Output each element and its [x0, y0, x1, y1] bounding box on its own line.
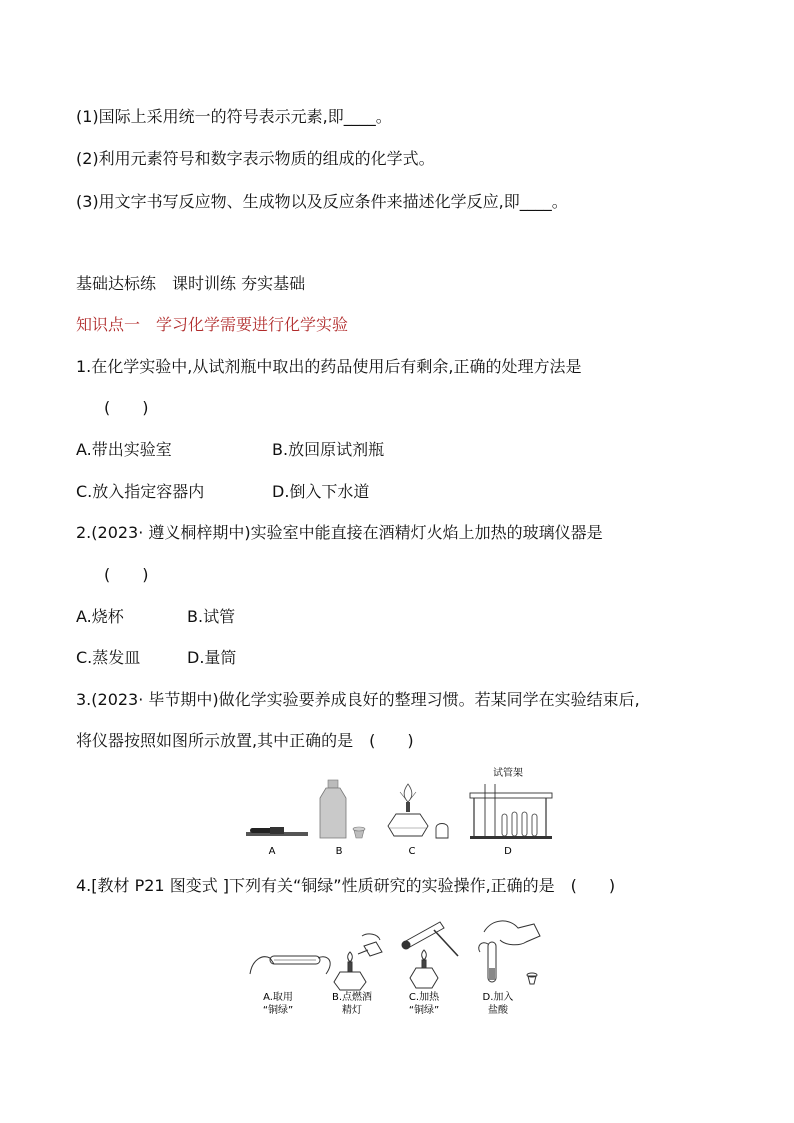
q4-caption-b-line2: 精灯: [342, 1005, 362, 1016]
q2-option-d: D.量筒: [187, 648, 237, 667]
q2-answer-paren: ( ): [104, 565, 149, 584]
q2-option-a: A.烧杯: [76, 607, 124, 626]
q1-option-c: C.放入指定容器内: [76, 482, 205, 501]
q4-caption-a-line1: A.取用: [263, 992, 293, 1003]
q4-caption-d-line2: 盐酸: [488, 1005, 508, 1016]
figure-a-taking-copper-green: [250, 956, 330, 974]
q3-stem-line-2: 将仪器按照如图所示放置,其中正确的是 ( ): [76, 731, 414, 750]
figure-b-lighting-alcohol-lamp: [334, 934, 382, 990]
q4-caption-c-line1: C.加热: [408, 992, 440, 1003]
q1-answer-paren: ( ): [104, 398, 149, 417]
q4-caption-c-line2: “铜绿”: [408, 1005, 440, 1016]
q1-stem: 1.在化学实验中,从试剂瓶中取出的药品使用后有剩余,正确的处理方法是: [76, 357, 582, 376]
figure-b-reagent-bottle: [320, 780, 365, 838]
q1-option-d: D.倒入下水道: [272, 482, 370, 501]
figure-a-test-tube-lying: [246, 827, 308, 836]
figure-label-c: C: [408, 846, 416, 857]
figure-label-b: B: [335, 846, 343, 857]
figure-d-test-tube-rack: [470, 784, 552, 839]
q4-caption-a-line2: “铜绿”: [262, 1005, 294, 1016]
q2-option-c: C.蒸发皿: [76, 648, 141, 667]
q2-option-b: B.试管: [187, 607, 236, 626]
intro-line-2: (2)利用元素符号和数字表示物质的组成的化学式。: [76, 149, 435, 168]
q4-stem: 4.[教材 P21 图变式 ]下列有关“铜绿”性质研究的实验操作,正确的是 ( ): [76, 876, 616, 895]
knowledge-point-heading: 知识点一 学习化学需要进行化学实验: [76, 315, 349, 334]
figure-label-d: D: [504, 846, 512, 857]
q4-caption-d-line1: D.加入: [482, 992, 514, 1003]
q4-caption-b-line1: B.点燃酒: [331, 992, 373, 1003]
q2-stem: 2.(2023· 遵义桐梓期中)实验室中能直接在酒精灯火焰上加热的玻璃仪器是: [76, 523, 603, 542]
intro-line-1: (1)国际上采用统一的符号表示元素,即____。: [76, 107, 392, 126]
q1-option-a: A.带出实验室: [76, 440, 172, 459]
figure-d-adding-hydrochloric-acid: [479, 921, 540, 984]
q1-option-b: B.放回原试剂瓶: [272, 440, 385, 459]
intro-line-3: (3)用文字书写反应物、生成物以及反应条件来描述化学反应,即____。: [76, 192, 568, 211]
figure-c-alcohol-lamp: [388, 784, 448, 838]
q4-operation-figure: [244, 912, 554, 1022]
figure-label-a: A: [268, 846, 276, 857]
figure-c-heating-copper-green: [402, 922, 458, 988]
practice-title: 基础达标练 课时训练 夯实基础: [76, 274, 306, 293]
figure-label-test-tube-rack: 试管架: [493, 768, 523, 779]
q3-apparatus-figure: [240, 762, 560, 860]
q3-stem-line-1: 3.(2023· 毕节期中)做化学实验要养成良好的整理习惯。若某同学在实验结束后,: [76, 690, 640, 709]
